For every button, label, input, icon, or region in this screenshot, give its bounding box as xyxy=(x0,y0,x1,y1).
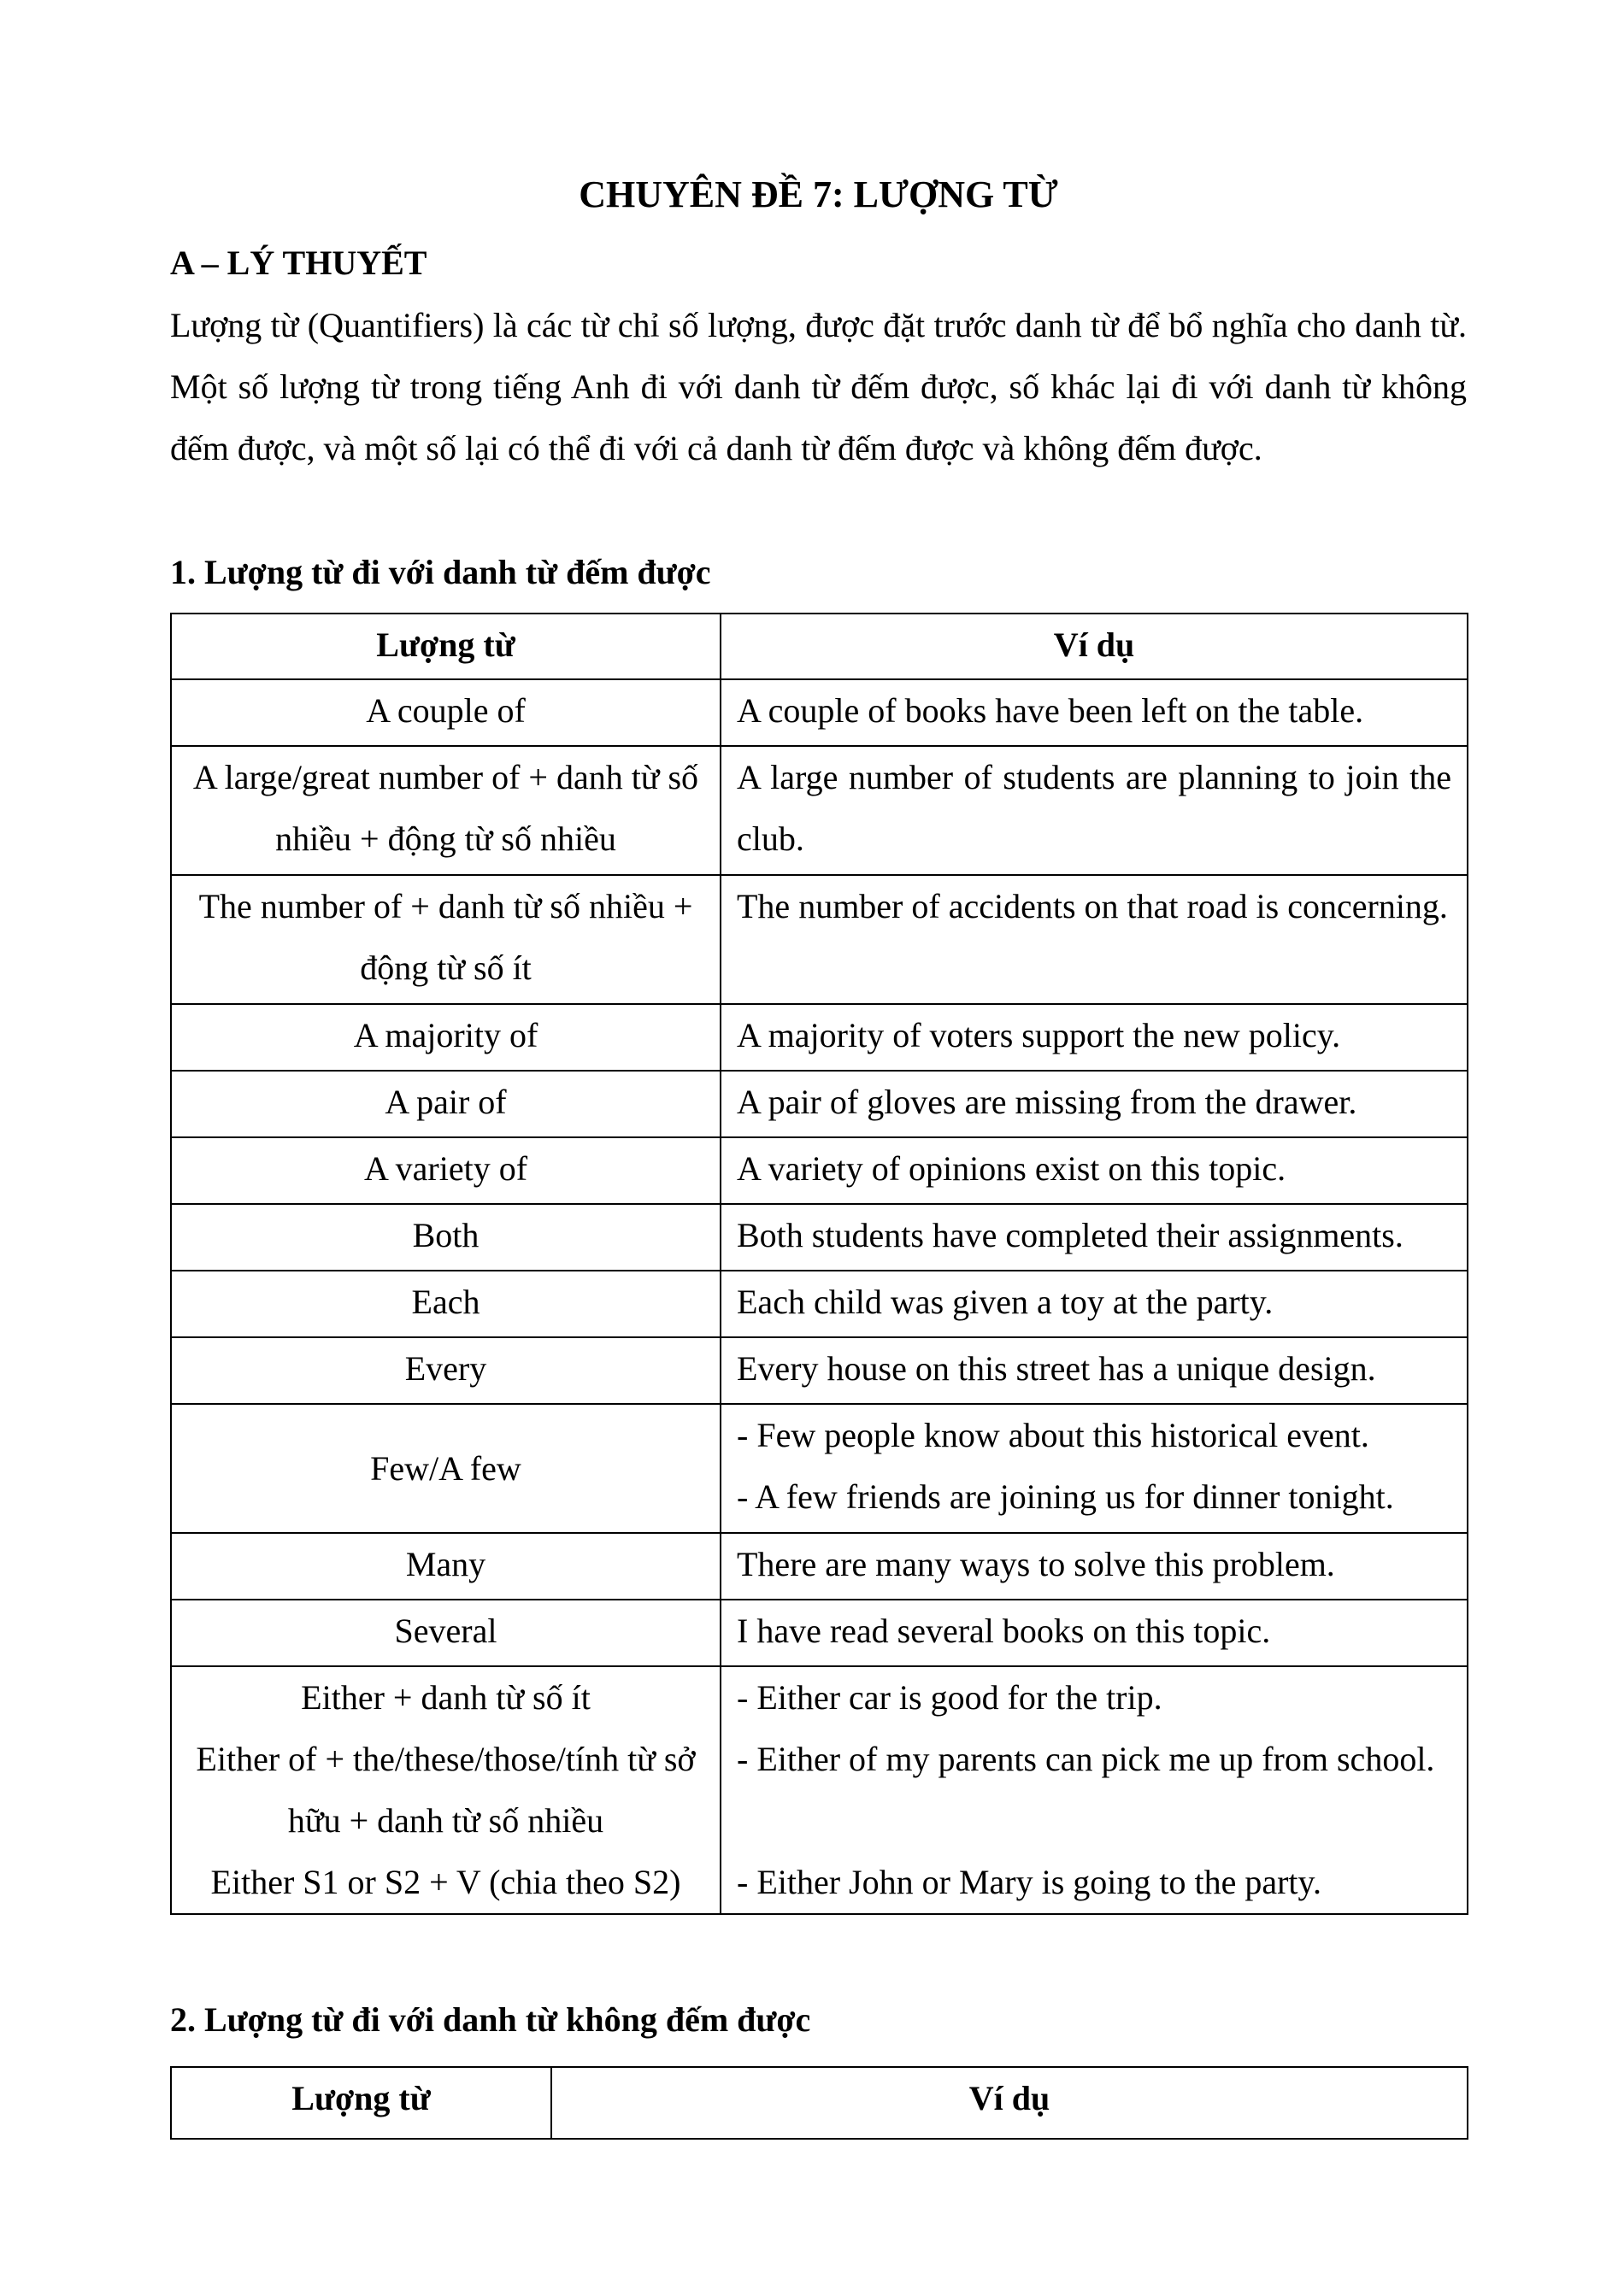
table-row xyxy=(171,1137,1468,1204)
table-row xyxy=(171,1071,1468,1137)
table-row xyxy=(171,1404,1468,1533)
example-cell: A large number of students are planning to join the club. xyxy=(721,746,1468,875)
table-row xyxy=(171,1337,1468,1404)
header-quantifier: Lượng từ xyxy=(171,2067,551,2139)
subheading-countable: 1. Lượng từ đi với danh từ đếm được xyxy=(170,553,711,591)
example-line: - Few people know about this historical event. xyxy=(737,1416,1369,1454)
table-row xyxy=(171,1271,1468,1337)
quantifier-line: Either S1 or S2 + V (chia theo S2) xyxy=(210,1863,681,1901)
example-cell: Every house on this street has a unique design. xyxy=(721,1337,1468,1404)
example-cell: There are many ways to solve this problem. xyxy=(721,1533,1468,1600)
intro-paragraph: Lượng từ (Quantifiers) là các từ chỉ số lượng, được đặt trước danh từ để bổ nghĩa cho danh từ. Một số lượng từ trong tiếng Anh đi với danh từ đếm được, số khác lại đi với danh từ không đếm được, và một số lại có thể đi với cả danh từ đếm được và không đếm được. xyxy=(170,306,1467,467)
table-row xyxy=(171,875,1468,1004)
quantifier-cell: Several xyxy=(171,1600,721,1666)
table-row xyxy=(171,1666,1468,1914)
quantifier-cell: Few/A few xyxy=(171,1404,721,1533)
subheading-uncountable: 2. Lượng từ đi với danh từ không đếm được xyxy=(170,2000,811,2039)
quantifier-line: Either + danh từ số ít xyxy=(301,1678,591,1717)
table-row xyxy=(171,1204,1468,1271)
example-cell: A pair of gloves are missing from the drawer. xyxy=(721,1071,1468,1137)
countable-quantifiers-table xyxy=(170,613,1468,1915)
spacer xyxy=(737,1790,1451,1852)
example-cell: A variety of opinions exist on this topic. xyxy=(721,1137,1468,1204)
quantifier-cell: A majority of xyxy=(171,1004,721,1071)
example-cell: A couple of books have been left on the table. xyxy=(721,679,1468,746)
page-title: CHUYÊN ĐỀ 7: LƯỢNG TỪ xyxy=(579,173,1058,215)
quantifier-cell: The number of + danh từ số nhiều + động từ số ít xyxy=(171,875,721,1004)
table-row xyxy=(171,1004,1468,1071)
uncountable-quantifiers-table xyxy=(170,2066,1468,2140)
example-cell xyxy=(721,1404,1468,1533)
example-cell: Each child was given a toy at the party. xyxy=(721,1271,1468,1337)
table-row xyxy=(171,746,1468,875)
table-row xyxy=(171,679,1468,746)
example-line: - Either John or Mary is going to the party. xyxy=(737,1863,1321,1901)
quantifier-cell: Both xyxy=(171,1204,721,1271)
quantifier-cell: Every xyxy=(171,1337,721,1404)
example-cell: A majority of voters support the new policy. xyxy=(721,1004,1468,1071)
example-cell: I have read several books on this topic. xyxy=(721,1600,1468,1666)
example-cell: The number of accidents on that road is concerning. xyxy=(721,875,1468,1004)
example-cell: Both students have completed their assignments. xyxy=(721,1204,1468,1271)
quantifier-cell: A variety of xyxy=(171,1137,721,1204)
example-line: - Either car is good for the trip. xyxy=(737,1678,1162,1717)
quantifier-cell: Many xyxy=(171,1533,721,1600)
quantifier-cell: A couple of xyxy=(171,679,721,746)
example-line: - A few friends are joining us for dinner tonight. xyxy=(737,1477,1394,1516)
quantifier-cell: Each xyxy=(171,1271,721,1337)
header-example: Ví dụ xyxy=(551,2067,1468,2139)
example-cell xyxy=(721,1666,1468,1914)
header-example: Ví dụ xyxy=(721,614,1468,679)
table-row xyxy=(171,1600,1468,1666)
quantifier-line: Either of + the/these/those/tính từ sở hữu + danh từ số nhiều xyxy=(196,1740,696,1840)
header-quantifier: Lượng từ xyxy=(171,614,721,679)
quantifier-cell: A large/great number of + danh từ số nhiều + động từ số nhiều xyxy=(171,746,721,875)
table-row xyxy=(171,1533,1468,1600)
quantifier-cell xyxy=(171,1666,721,1914)
section-heading-theory: A – LÝ THUYẾT xyxy=(170,244,427,282)
table-header-row xyxy=(171,614,1468,679)
example-line: - Either of my parents can pick me up from school. xyxy=(737,1740,1435,1778)
table-header-row xyxy=(171,2067,1468,2139)
quantifier-cell: A pair of xyxy=(171,1071,721,1137)
